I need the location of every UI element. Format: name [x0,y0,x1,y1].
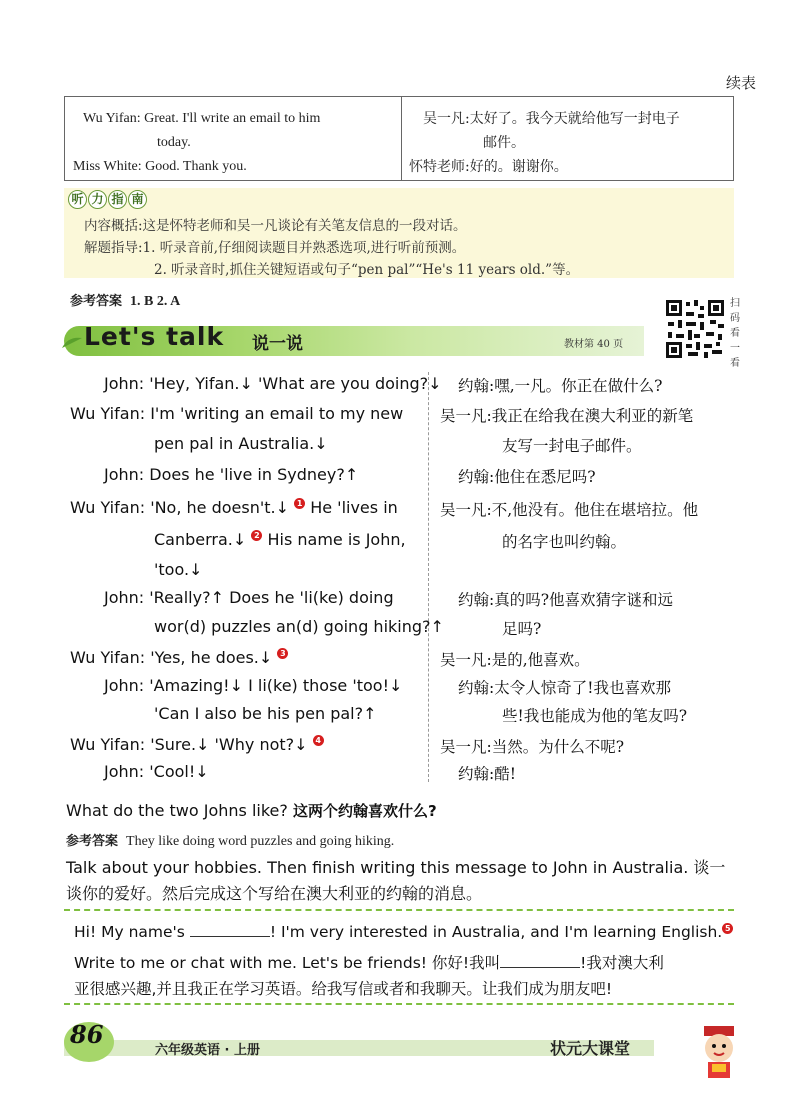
lets-talk-banner [64,322,644,360]
guide-tip-1: 解题指导:1. 听录音前,仔细阅读题目并熟悉选项,进行听前预测。 [84,240,466,256]
translation-line: 约翰:真的吗?他喜欢猜字谜和远 [458,591,674,609]
table-divider [401,97,402,180]
table-row: 怀特老师:好的。谢谢你。 [409,159,568,175]
dialogue-line: 'too.↓ [154,560,203,579]
guide-tip-2: 2. 听录音时,抓住关键短语或句子“pen pal”“He's 11 years old.”等。 [154,262,580,278]
name-blank[interactable] [190,923,270,937]
translation-line: 的名字也叫约翰。 [502,533,627,551]
message-line: Hi! My name's ! I'm very interested in Australia, and I'm learning English. 5 [74,923,733,941]
dialogue-line: pen pal in Australia.↓ [154,434,328,453]
message-box [64,909,734,1005]
table-row: today. [157,135,191,150]
table-row: 邮件。 [483,135,525,151]
guide-summary: 内容概括:这是怀特老师和吴一凡谈论有关笔友信息的一段对话。 [84,218,467,234]
message-line: 亚很感兴趣,并且我正在学习英语。给我写信或者和我聊天。让我们成为朋友吧! [74,980,613,998]
note-marker: 4 [313,735,324,746]
translation-line: 约翰:酷! [458,765,516,783]
dialogue-line: John: 'Really?↑ Does he 'li(ke) doing [104,588,394,607]
task-instruction: 谈你的爱好。然后完成这个写给在澳大利亚的约翰的消息。 [66,884,483,903]
translation-line: 吴一凡:不,他没有。他住在堪培拉。他 [440,501,699,519]
note-marker: 2 [251,530,262,541]
translation-line: 约翰:太令人惊奇了!我也喜欢那 [458,679,671,697]
leaf-icon [62,336,82,350]
task-instruction: Talk about your hobbies. Then finish writing this message to John in Australia. 谈一 [66,858,726,877]
qr-code-icon [664,298,726,360]
dialogue-line: Canberra.↓ 2 His name is John, [154,530,406,549]
section-subtitle: 说一说 [252,334,303,354]
note-marker: 3 [277,648,288,659]
brand-name: 状元大课堂 [550,1039,631,1058]
translation-line: 约翰:嘿,一凡。你正在做什么? [458,377,663,395]
dialogue-line: Wu Yifan: 'Sure.↓ 'Why not?↓ 4 [70,735,324,754]
textbook-page-ref: 教材第 40 页 [564,339,624,350]
dialogue-line: John: 'Cool!↓ [104,762,209,781]
translation-line: 友写一封电子邮件。 [502,437,642,455]
continued-label: 续表 [725,74,756,92]
reference-answer: 参考答案 1. B 2. A [70,294,181,309]
dialogue-line: Wu Yifan: 'Yes, he does.↓ 3 [70,648,288,667]
listening-guide [64,188,734,278]
dialogue-line: Wu Yifan: I'm 'writing an email to my new [70,404,404,423]
note-marker: 1 [294,498,305,509]
book-title: 六年级英语 · 上册 [155,1043,260,1058]
translation-line: 吴一凡:是的,他喜欢。 [440,651,590,669]
dialogue-table-continued [64,96,734,181]
translation-line: 吴一凡:当然。为什么不呢? [440,738,625,756]
translation-line: 些!我也能成为他的笔友吗? [502,707,688,725]
dialogue-line: John: Does he 'live in Sydney?↑ [104,465,359,484]
translation-line: 约翰:他住在悉尼吗? [458,468,596,486]
section-title: Let's talk [84,322,225,351]
table-row: Wu Yifan: Great. I'll write an email to him [83,111,321,126]
translation-line: 足吗? [502,620,542,638]
table-row: Miss White: Good. Thank you. [73,159,247,174]
guide-title: 听 力 指 南 [68,190,147,210]
translation-line: 吴一凡:我正在给我在澳大利亚的新笔 [440,407,694,425]
note-marker: 5 [722,923,733,934]
table-row: 吴一凡:太好了。我今天就给他写一封电子 [423,111,680,127]
dialogue-line: John: 'Amazing!↓ I li(ke) those 'too!↓ [104,676,403,695]
dialogue-line: Wu Yifan: 'No, he doesn't.↓ 1 He 'lives in [70,498,398,517]
page-number: 86 [70,1020,104,1049]
column-divider [428,372,429,782]
message-line: Write to me or chat with me. Let's be friends! 你好!我叫 !我对澳大利 [74,954,664,972]
dialogue-line: John: 'Hey, Yifan.↓ 'What are you doing?↓ [104,374,442,393]
name-blank-cn[interactable] [500,954,580,968]
mascot-icon [690,1020,750,1082]
question: What do the two Johns like? 这两个约翰喜欢什么? [66,801,437,820]
reference-answer: 参考答案 They like doing word puzzles and going hiking. [66,834,395,849]
scan-hint: 扫码看一看 [730,298,740,369]
dialogue-line: 'Can I also be his pen pal?↑ [154,704,377,723]
dialogue-line: wor(d) puzzles an(d) going hiking?↑ [154,617,444,636]
